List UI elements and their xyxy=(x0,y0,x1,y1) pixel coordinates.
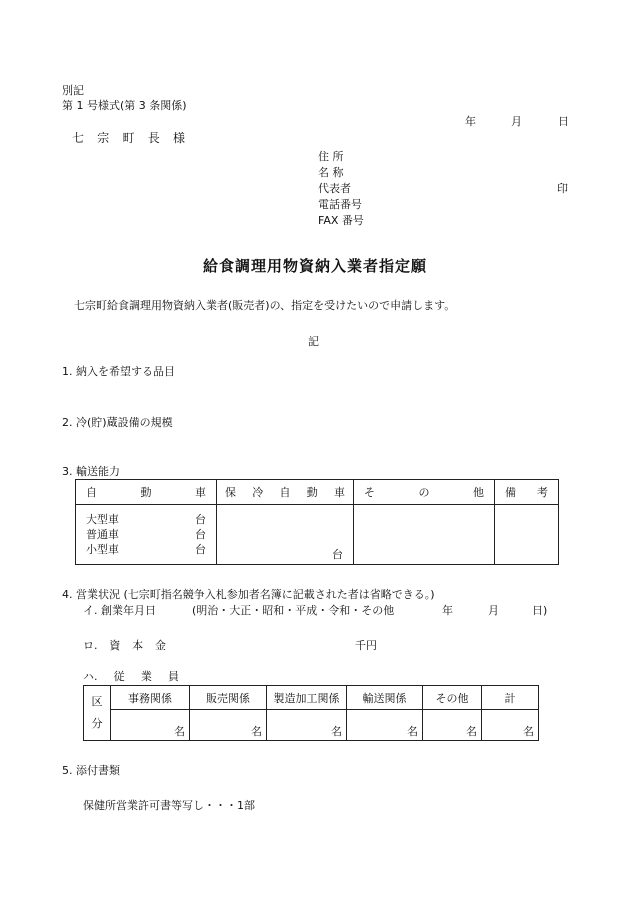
capital-label: ロ. 資 本 金 xyxy=(83,639,166,652)
header-other: そ の 他 xyxy=(364,486,484,499)
header-office: 事務関係 xyxy=(111,686,190,710)
vehicle-row-standard: 普通車 台 xyxy=(86,528,206,541)
section-items: 1. 納入を希望する品目 xyxy=(62,365,175,378)
employees-label: ハ. 従 業 員 xyxy=(83,670,179,683)
applicant-address-label: 住 所 xyxy=(318,150,344,163)
vehicle-cell xyxy=(76,505,217,565)
date-month: 月 xyxy=(511,115,522,128)
refrigerated-unit: 台 xyxy=(332,548,343,561)
capital-unit: 千円 xyxy=(355,639,377,652)
category-char-2: 分 xyxy=(91,717,103,730)
remarks-cell xyxy=(495,505,559,565)
attachment-label: 別記 xyxy=(62,84,84,97)
count-total: 名 xyxy=(482,710,539,741)
header-transport: 輸送関係 xyxy=(347,686,423,710)
founding-day: 日) xyxy=(532,604,548,617)
count-other: 名 xyxy=(423,710,482,741)
count-sales: 名 xyxy=(190,710,267,741)
founding-year: 年 xyxy=(442,604,453,617)
transport-table xyxy=(75,479,559,565)
header-sales: 販売関係 xyxy=(190,686,267,710)
applicant-phone-label: 電話番号 xyxy=(318,198,362,211)
count-manufacturing: 名 xyxy=(267,710,347,741)
section-transport: 3. 輸送能力 xyxy=(62,465,120,478)
refrigerated-cell xyxy=(217,505,354,565)
header-remarks: 備 考 xyxy=(505,486,548,499)
section-storage: 2. 冷(貯)蔵設備の規模 xyxy=(62,416,173,429)
header-manufacturing: 製造加工関係 xyxy=(267,686,347,710)
date-year: 年 xyxy=(465,115,476,128)
applicant-name-label: 名 称 xyxy=(318,166,344,179)
form-number: 第 1 号様式(第 3 条関係) xyxy=(62,99,187,112)
addressee: 七 宗 町 長 様 xyxy=(72,131,185,145)
era-options: (明治・大正・昭和・平成・令和・その他 xyxy=(192,604,395,617)
section-attachments: 5. 添付書類 xyxy=(62,764,120,777)
seal-mark: 印 xyxy=(557,182,568,195)
applicant-representative-label: 代表者 xyxy=(318,182,351,195)
founding-date-label: イ. 創業年月日 xyxy=(83,604,156,617)
count-transport: 名 xyxy=(347,710,423,741)
header-car: 自 動 車 xyxy=(86,486,206,499)
header-other-staff: その他 xyxy=(423,686,482,710)
intro-text: 七宗町給食調理用物資納入業者(販売者)の、指定を受けたいので申請します。 xyxy=(74,299,456,312)
header-total: 計 xyxy=(482,686,539,710)
founding-month: 月 xyxy=(488,604,499,617)
attachment-item: 保健所営業許可書等写し・・・1部 xyxy=(83,799,255,812)
ki-mark: 記 xyxy=(308,335,319,348)
vehicle-row-large: 大型車 台 xyxy=(86,513,206,526)
date-day: 日 xyxy=(558,115,569,128)
employee-table xyxy=(83,685,539,741)
document-title: 給食調理用物資納入業者指定願 xyxy=(202,257,427,275)
category-char-1: 区 xyxy=(91,695,103,708)
other-cell xyxy=(354,505,495,565)
header-refrigerated-car: 保 冷 自 動 車 xyxy=(225,486,345,499)
count-office: 名 xyxy=(111,710,190,741)
vehicle-row-small: 小型車 台 xyxy=(86,543,206,556)
section-business: 4. 営業状況 (七宗町指名競争入札参加者名簿に記載された者は省略できる。) xyxy=(62,588,435,601)
employee-category-cell xyxy=(84,686,111,741)
applicant-fax-label: FAX 番号 xyxy=(318,214,364,227)
